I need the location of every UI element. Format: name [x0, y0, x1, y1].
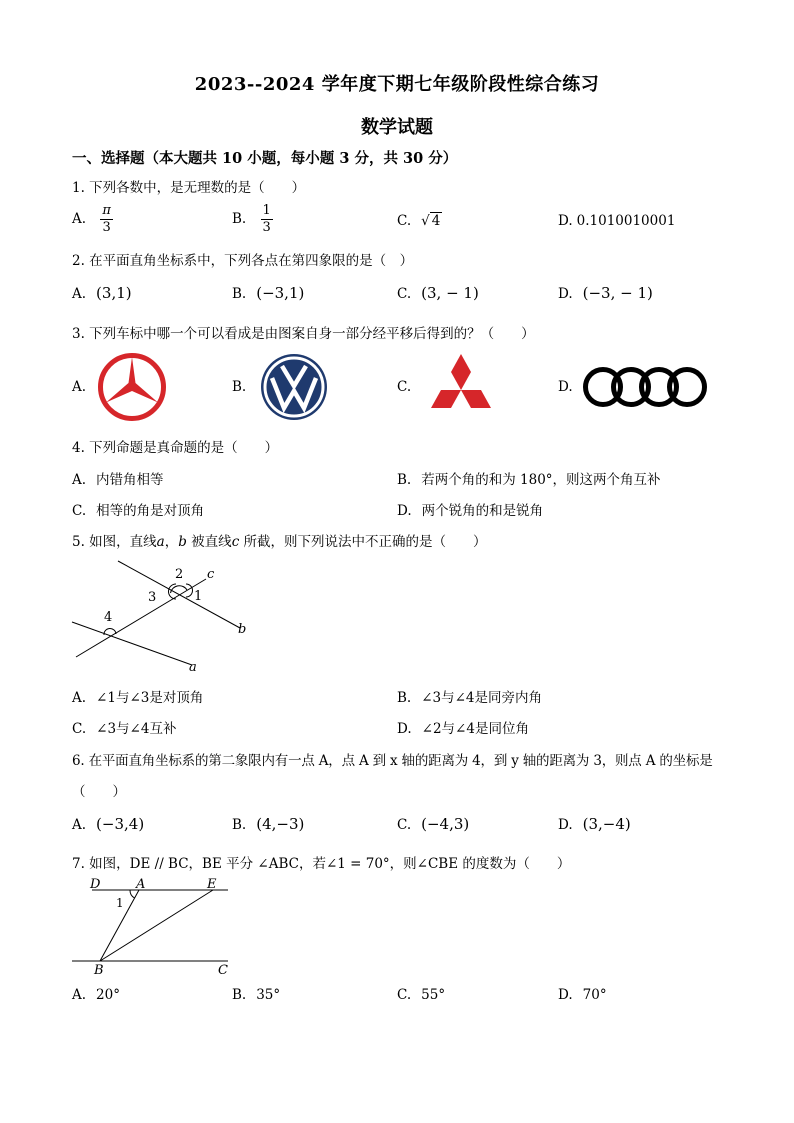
q1-option-b: B. $\frac{1}{3}$: [232, 203, 271, 236]
label-e: E: [207, 877, 217, 892]
q1-c-radicand: 4: [431, 213, 441, 229]
label-1: 1: [116, 896, 124, 910]
q5-option-c: C. ∠3与∠4互补: [72, 721, 177, 737]
line-c: [76, 579, 206, 657]
q3-option-c-label: C.: [397, 379, 412, 395]
q6-stem-line2: （ ）: [72, 784, 126, 800]
audi-logo-icon: [582, 364, 708, 410]
label-a: A: [136, 877, 146, 892]
label-b: b: [238, 622, 247, 637]
q4-option-a: A. 内错角相等: [72, 472, 164, 488]
label-d: D: [90, 877, 101, 892]
q2-option-c: C. (3, − 1): [397, 284, 479, 302]
q4-option-d: D. 两个锐角的和是锐角: [397, 503, 544, 519]
q1-stem: 1. 下列各数中，是无理数的是（ ）: [72, 180, 306, 196]
q5-figure: [66, 558, 256, 676]
q7-option-d: D. 70°: [558, 987, 607, 1003]
q5-stem: 5. 如图，直线a，b 被直线c 所截，则下列说法中不正确的是（ ）: [72, 534, 487, 550]
mercedes-logo-icon: [96, 352, 168, 422]
q3-option-a-label: A.: [72, 379, 87, 395]
sqrt-sign: √: [421, 213, 430, 229]
volkswagen-logo-icon: [260, 353, 328, 421]
line-a: [72, 622, 192, 665]
q1-option-d: D. 0.1010010001: [558, 213, 676, 229]
q6-stem-line1: 6. 在平面直角坐标系的第二象限内有一点 A，点 A 到 x 轴的距离为 4，到 y 轴的距离为 3，则点 A 的坐标是: [72, 753, 713, 769]
q1-option-a: A. $\frac{\pi}{3}$: [72, 203, 111, 236]
q3-stem: 3. 下列车标中哪一个可以看成是由图案自身一部分经平移后得到的？（ ）: [72, 326, 535, 342]
q6-option-d: D. (3,−4): [558, 815, 631, 833]
q4-stem: 4. 下列命题是真命题的是（ ）: [72, 440, 279, 456]
label-4: 4: [104, 610, 113, 625]
q3-option-d-label: D.: [558, 379, 573, 395]
q1-b-fraction: $\frac{1}{3}$: [262, 203, 271, 236]
label-1: 1: [194, 589, 203, 604]
q7-option-a: A. 20°: [72, 987, 120, 1003]
q2-stem: 2. 在平面直角坐标系中，下列各点在第四象限的是（ ）: [72, 253, 414, 269]
label-c: c: [207, 567, 215, 582]
label-a: a: [189, 660, 197, 675]
q6-option-c: C. (−4,3): [397, 815, 470, 833]
q7-figure: [70, 874, 240, 980]
q5-option-b: B. ∠3与∠4是同旁内角: [397, 690, 543, 706]
q7-option-b: B. 35°: [232, 987, 281, 1003]
q2-option-b: B. (−3,1): [232, 284, 305, 302]
label-c: C: [218, 963, 228, 978]
label-b: B: [94, 963, 104, 978]
q2-option-d: D. (−3, − 1): [558, 284, 653, 302]
q1-a-fraction: $\frac{\pi}{3}$: [102, 203, 111, 236]
q3-option-b-label: B.: [232, 379, 247, 395]
q7-stem: 7. 如图，DE // BC，BE 平分 ∠ABC，若∠1 = 70°，则∠CBE 的度数为（ ）: [72, 856, 571, 872]
exam-subtitle: 数学试题: [361, 117, 433, 138]
q4-option-c: C. 相等的角是对顶角: [72, 503, 205, 519]
label-3: 3: [148, 590, 157, 605]
q1-option-c: C. √ 4: [397, 213, 441, 229]
mitsubishi-logo-icon: [423, 352, 499, 420]
q6-option-b: B. (4,−3): [232, 815, 305, 833]
q5-option-d: D. ∠2与∠4是同位角: [397, 721, 529, 737]
q5-option-a: A. ∠1与∠3是对顶角: [72, 690, 204, 706]
exam-title: 2023--2024 学年度下期七年级阶段性综合练习: [194, 74, 600, 95]
section-heading-choice: 一、选择题（本大题共 10 小题，每小题 3 分，共 30 分）: [72, 150, 458, 167]
q7-option-c: C. 55°: [397, 987, 446, 1003]
q2-option-a: A. (3,1): [72, 284, 132, 302]
q4-option-b: B. 若两个角的和为 180°，则这两个角互补: [397, 472, 661, 488]
q6-option-a: A. (−3,4): [72, 815, 145, 833]
label-2: 2: [175, 567, 184, 582]
